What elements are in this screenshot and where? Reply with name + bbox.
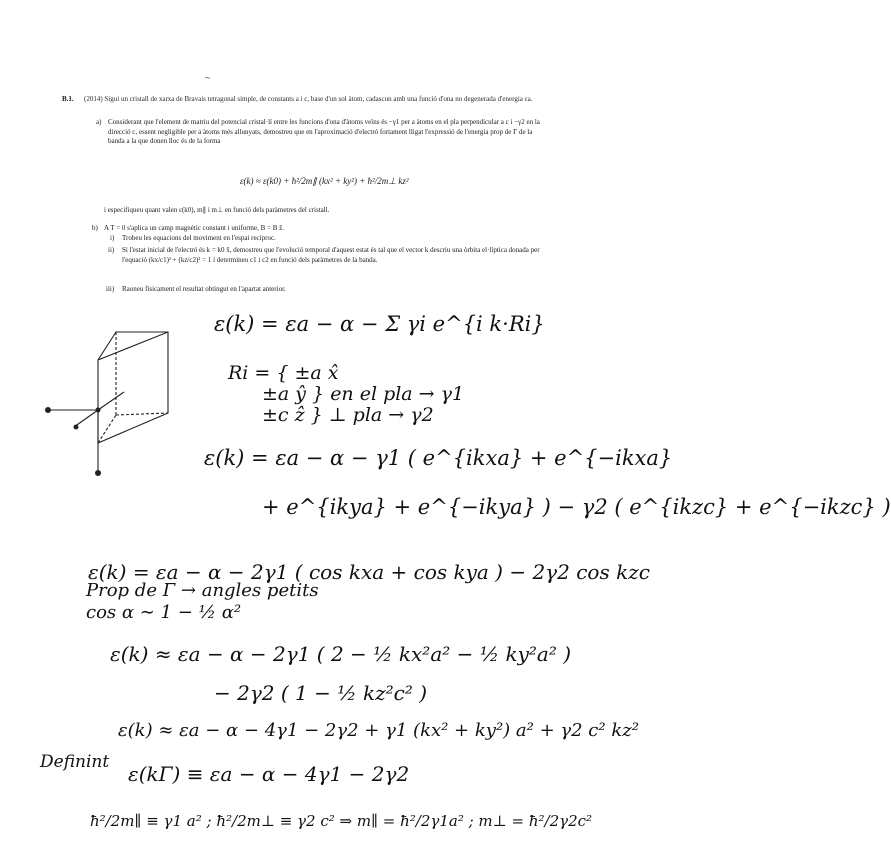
hw-energy-cosine: ε(k) = εa − α − 2γ1 ( cos kxa + cos kya ) − 2γ2 cos kzc	[88, 560, 650, 584]
axis-back-line	[98, 392, 124, 410]
sub-ii-text: Si l'estat inicial de l'electró és k = k0 x̂, demostreu que l'evolució temporal d'aquest estat és tal que el vector k descriu una òrbita el·líptica donada per l'equació (kx/c1)² + (kz/c2)² = 1 i determineu c1 i c2 en funció dels paràmetres de la banda.	[122, 246, 540, 264]
part-a-label: a)	[96, 118, 102, 126]
part-b-label: b)	[92, 224, 98, 232]
hw-ri-z: ±c ẑ } ⊥ pla → γ2	[262, 404, 434, 426]
problem-number: B.1.	[62, 95, 74, 103]
sub-iii-text: Raoneu físicament el resultat obtingut en l'apartat anterior.	[122, 285, 286, 293]
cell-front-face	[98, 332, 168, 443]
hw-defining-label: Definint	[40, 752, 110, 772]
part-b-text: A T = 0 s'aplica un camp magnètic constant i uniforme, B = B ẑ.	[104, 224, 284, 232]
hw-near-gamma: Prop de Γ → angles petits	[86, 580, 319, 601]
hw-ri-x: Ri = { ±a x̂	[228, 362, 339, 384]
hw-energy-expanded-1: ε(k) = εa − α − γ1 ( e^{ikxa} + e^{−ikxa}	[204, 446, 673, 470]
sub-iii-label: iii)	[106, 285, 115, 293]
hw-energy-taylor-1: ε(k) ≈ εa − α − 2γ1 ( 2 − ½ kx²a² − ½ ky²a² )	[110, 642, 572, 666]
hw-cos-approx: cos α ∼ 1 − ½ α²	[86, 602, 242, 623]
band-formula: ε(k) ≈ ε(k0) + ħ²/2m∥ (kx² + ky²) + ħ²/2m⊥ kz²	[240, 176, 409, 186]
hw-energy-expanded-2: + e^{ikya} + e^{−ikya} ) − γ2 ( e^{ikzc} + e^{−ikzc} )	[262, 495, 891, 519]
problem-intro: (2014) Sigui un cristall de xarxa de Bravais tetragonal simple, de constants a i c, base d'un sol àtom, cadascun amb una funció d'ona no degenerada d'energia εa.	[84, 95, 533, 103]
hw-energy-gamma: ε(kΓ) ≡ εa − α − 4γ1 − 2γ2	[128, 762, 410, 786]
hw-energy-final: ε(k) ≈ εa − α − 4γ1 − 2γ2 + γ1 (kx² + ky²) a² + γ2 c² kz²	[118, 720, 639, 741]
atom-left	[45, 407, 51, 413]
atom-bottom	[95, 470, 101, 476]
sub-ii-label: ii)	[108, 246, 115, 254]
hw-ri-y: ±a ŷ } en el pla → γ1	[262, 383, 465, 405]
sub-i-label: i)	[110, 234, 115, 242]
sub-i-text: Trobeu les equacions del moviment en l'espai recíproc.	[122, 234, 276, 242]
atom-center	[96, 408, 101, 413]
part-a-text: Considerant que l'element de matriu del potencial cristal·lí entre les funcions d'ona d'àtoms veïns és −γ1 per a àtoms en el pla perpendicular a c i −γ2 en la direcció c, essent negligible per a àtoms més allunyats, demostreu que en l'aproximació d'electró fortament lligat l'expressió de l'energia prop de Γ de la banda a la que donen lloc és de la forma	[108, 118, 540, 145]
part-a-after: i especifiqueu quant valen ε(k0), m∥ i m⊥ en funció dels paràmetres del cristall.	[104, 206, 330, 214]
hw-effective-masses: ħ²/2m∥ ≡ γ1 a² ; ħ²/2m⊥ ≡ γ2 c² ⇒ m∥ = ħ²/2γ1a² ; m⊥ = ħ²/2γ2c²	[90, 812, 593, 830]
cell-hidden-base	[116, 413, 168, 415]
hw-energy-taylor-2: − 2γ2 ( 1 − ½ kz²c² )	[214, 681, 428, 705]
header-mark: ~	[205, 73, 210, 83]
tetragonal-cell-sketch	[40, 315, 210, 485]
hw-energy-sum: ε(k) = εa − α − Σ γi e^{i k·Ri}	[214, 312, 545, 336]
y-axis-line	[74, 410, 98, 427]
atom-front	[74, 425, 79, 430]
